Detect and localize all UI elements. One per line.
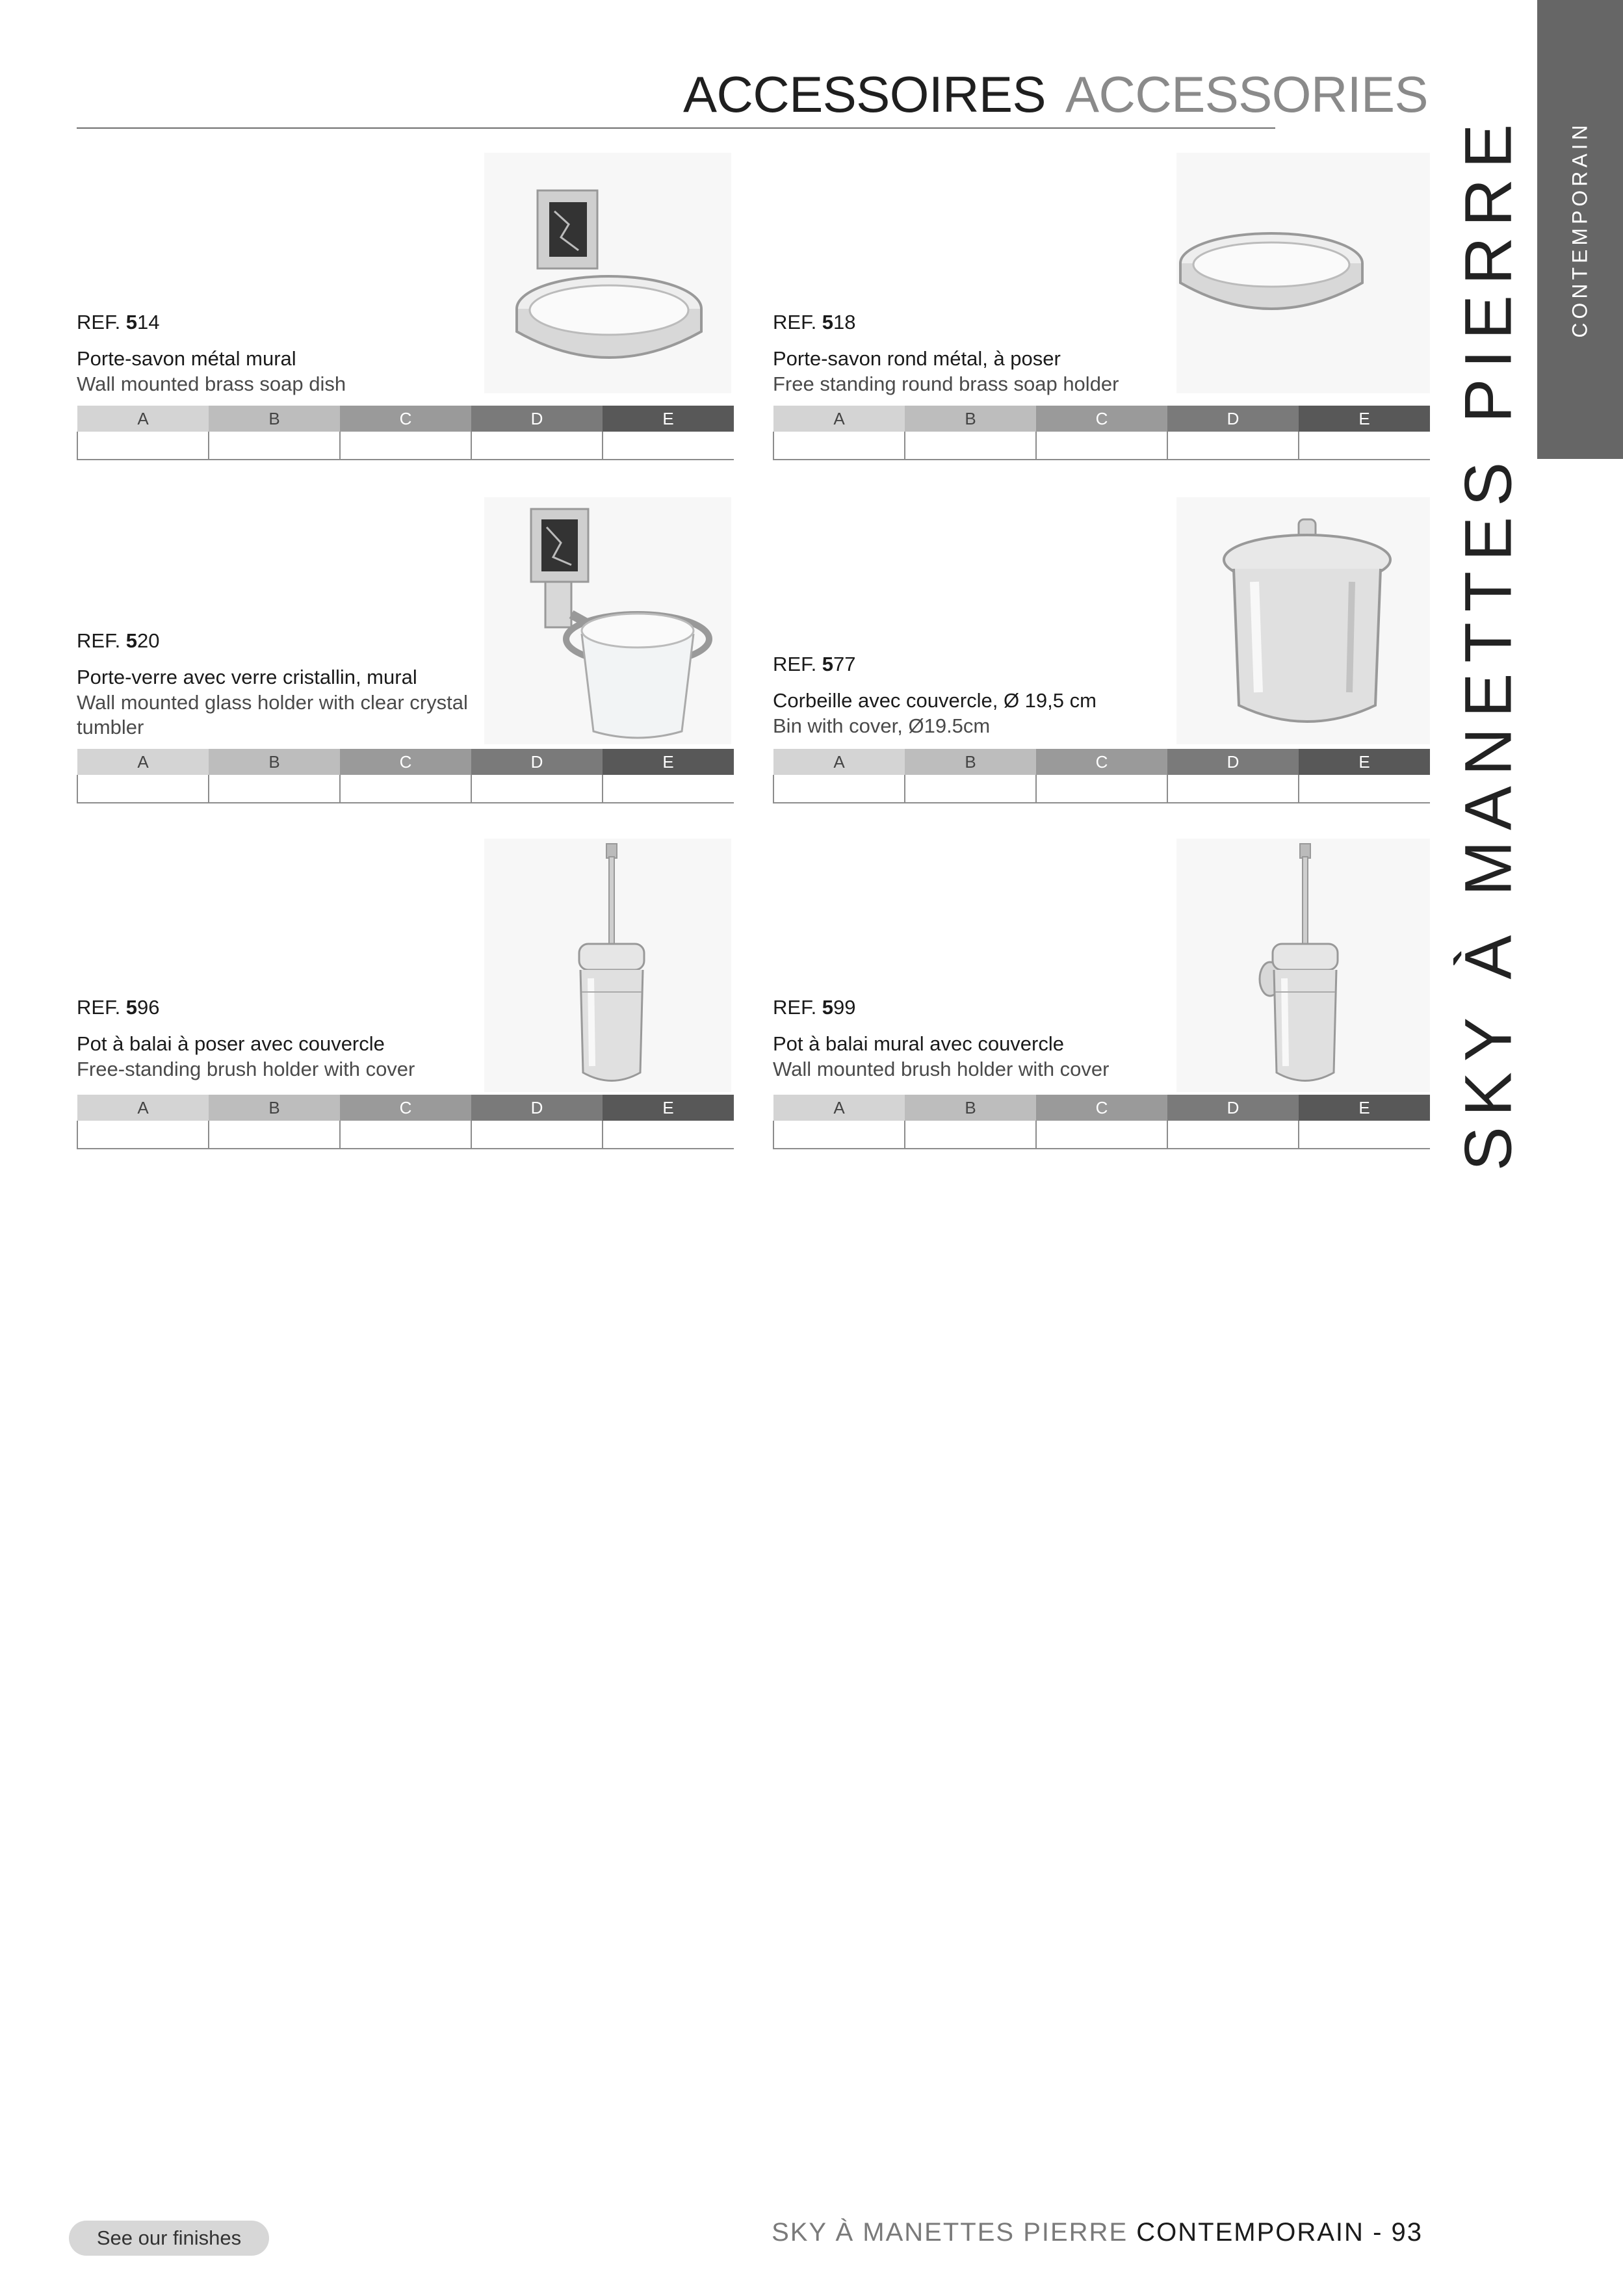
- finish-cell: [603, 432, 734, 460]
- finish-table: [773, 749, 1430, 803]
- title-french: ACCESSOIRES: [683, 66, 1046, 123]
- product-name-en: Wall mounted brush holder with cover: [773, 1058, 1110, 1080]
- finish-c: C: [340, 1095, 471, 1121]
- finish-e: E: [603, 406, 734, 432]
- finish-d: D: [1167, 749, 1299, 775]
- finish-e: E: [1299, 406, 1430, 432]
- finish-c: C: [1036, 406, 1167, 432]
- header-divider: [77, 127, 1275, 129]
- finish-cell: [209, 1121, 340, 1149]
- collection-title-vertical: SKY À MANETTES PIERRE: [1451, 113, 1526, 1171]
- finish-a: A: [77, 1095, 209, 1121]
- finish-cell: [1299, 1121, 1430, 1149]
- finish-cell: [773, 775, 905, 803]
- finish-table: [773, 406, 1430, 460]
- footer-category: CONTEMPORAIN: [1136, 2218, 1364, 2247]
- product-ref: REF. 518: [773, 311, 856, 333]
- product-name-fr: Porte-verre avec verre cristallin, mural: [77, 666, 417, 688]
- finish-cell: [1036, 432, 1167, 460]
- product-name-fr: Corbeille avec couvercle, Ø 19,5 cm: [773, 689, 1097, 712]
- finish-cell: [77, 1121, 209, 1149]
- finish-cell: [603, 1121, 734, 1149]
- product-ref: REF. 577: [773, 653, 856, 675]
- product-ref: REF. 596: [77, 996, 160, 1019]
- finish-cell: [77, 432, 209, 460]
- finish-cell: [905, 775, 1036, 803]
- finish-cell: [209, 775, 340, 803]
- finish-c: C: [1036, 1095, 1167, 1121]
- product-name-fr: Porte-savon métal mural: [77, 347, 296, 370]
- finish-b: B: [209, 406, 340, 432]
- round-soap-holder-icon: [1176, 153, 1430, 393]
- finish-a: A: [773, 406, 905, 432]
- product-name-fr: Porte-savon rond métal, à poser: [773, 347, 1061, 370]
- footer-collection: SKY À MANETTES PIERRE: [772, 2218, 1128, 2247]
- page-number: - 93: [1373, 2218, 1423, 2247]
- finish-cell: [1167, 1121, 1299, 1149]
- finish-d: D: [471, 749, 603, 775]
- category-tab: [1537, 0, 1623, 459]
- finish-a: A: [77, 749, 209, 775]
- finish-b: B: [209, 749, 340, 775]
- finish-cell: [905, 1121, 1036, 1149]
- finish-table: [77, 749, 734, 803]
- finish-b: B: [209, 1095, 340, 1121]
- product-ref: REF. 599: [773, 996, 856, 1019]
- finish-cell: [471, 432, 603, 460]
- finish-cell: [77, 775, 209, 803]
- product-ref: REF. 514: [77, 311, 160, 333]
- finish-c: C: [1036, 749, 1167, 775]
- finish-d: D: [471, 1095, 603, 1121]
- finish-c: C: [340, 406, 471, 432]
- finish-table: [773, 1095, 1430, 1149]
- finish-e: E: [1299, 749, 1430, 775]
- finish-a: A: [77, 406, 209, 432]
- finish-b: B: [905, 749, 1036, 775]
- finish-cell: [471, 1121, 603, 1149]
- finish-a: A: [773, 749, 905, 775]
- finish-e: E: [603, 749, 734, 775]
- bin-icon: [1176, 497, 1430, 744]
- finish-cell: [1299, 775, 1430, 803]
- finish-cell: [209, 432, 340, 460]
- finish-b: B: [905, 1095, 1036, 1121]
- finish-d: D: [1167, 1095, 1299, 1121]
- wall-brush-holder-icon: [1176, 839, 1430, 1092]
- page-footer: [772, 2218, 1423, 2247]
- wall-soap-dish-icon: [484, 153, 731, 393]
- finish-d: D: [471, 406, 603, 432]
- finish-cell: [1036, 775, 1167, 803]
- finish-cell: [471, 775, 603, 803]
- title-english: ACCESSORIES: [1065, 66, 1428, 123]
- see-finishes-button[interactable]: See our finishes: [69, 2221, 269, 2256]
- product-name-fr: Pot à balai à poser avec couvercle: [77, 1032, 385, 1055]
- product-name-fr: Pot à balai mural avec couvercle: [773, 1032, 1065, 1055]
- finish-cell: [340, 432, 471, 460]
- finish-b: B: [905, 406, 1036, 432]
- finish-d: D: [1167, 406, 1299, 432]
- product-name-en: Wall mounted glass holder with clear crystal tumbler: [77, 691, 468, 738]
- finish-cell: [340, 1121, 471, 1149]
- product-name-en: Bin with cover, Ø19.5cm: [773, 714, 991, 737]
- brush-holder-icon: [484, 839, 731, 1092]
- finish-e: E: [603, 1095, 734, 1121]
- finish-cell: [773, 432, 905, 460]
- finish-cell: [1299, 432, 1430, 460]
- page-title: [683, 66, 1428, 123]
- finish-cell: [340, 775, 471, 803]
- finish-cell: [905, 432, 1036, 460]
- finish-cell: [603, 775, 734, 803]
- product-ref: REF. 520: [77, 629, 160, 652]
- finish-cell: [1167, 775, 1299, 803]
- finish-c: C: [340, 749, 471, 775]
- finish-cell: [773, 1121, 905, 1149]
- product-name-en: Wall mounted brass soap dish: [77, 372, 346, 395]
- product-name-en: Free-standing brush holder with cover: [77, 1058, 415, 1080]
- product-name-en: Free standing round brass soap holder: [773, 372, 1119, 395]
- category-tab-label: CONTEMPORAIN: [1568, 121, 1592, 338]
- finish-cell: [1036, 1121, 1167, 1149]
- finish-table: [77, 406, 734, 460]
- finish-table: [77, 1095, 734, 1149]
- finish-cell: [1167, 432, 1299, 460]
- glass-holder-icon: [484, 497, 731, 744]
- finish-a: A: [773, 1095, 905, 1121]
- finish-e: E: [1299, 1095, 1430, 1121]
